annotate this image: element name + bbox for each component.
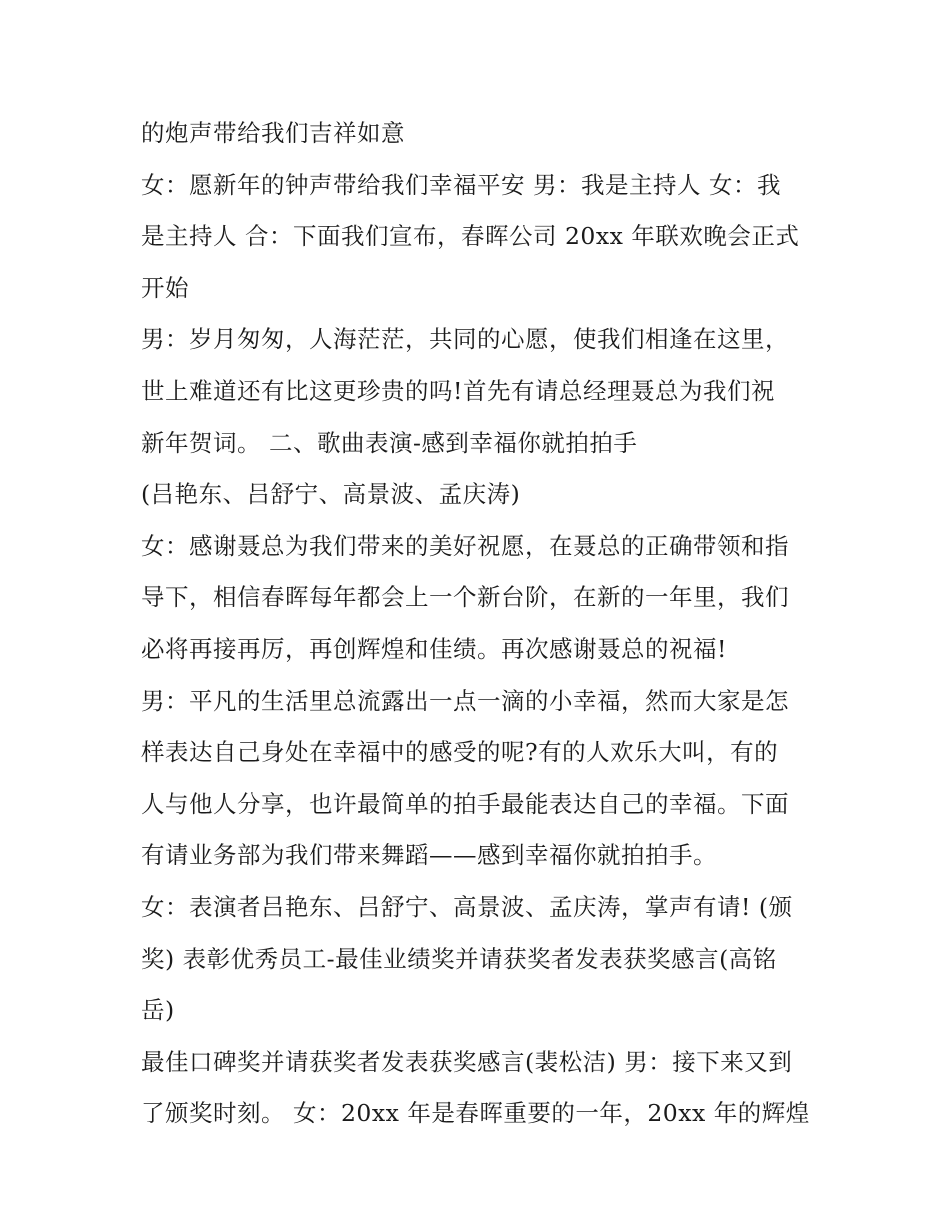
text-line: 了颁奖时刻。 女：20xx 年是春晖重要的一年，20xx 年的辉煌	[141, 1099, 810, 1128]
text-line: 男：岁月匆匆，人海茫茫，共同的心愿，使我们相逢在这里，	[141, 325, 789, 354]
text-line: 最佳口碑奖并请获奖者发表获奖感言(裴松洁) 男：接下来又到	[141, 1047, 793, 1076]
document-body	[141, 108, 821, 1140]
text-line: 开始	[141, 273, 189, 302]
text-line: 岳)	[141, 996, 175, 1025]
text-line: 的炮声带给我们吉祥如意	[141, 119, 405, 147]
text-line: 世上难道还有比这更珍贵的吗!首先有请总经理聂总为我们祝	[141, 376, 775, 405]
text-line: 是主持人 合：下面我们宣布，春晖公司 20xx 年联欢晚会正式	[141, 222, 800, 251]
text-line: 男：平凡的生活里总流露出一点一滴的小幸福，然而大家是怎	[141, 686, 789, 715]
text-line: 必将再接再厉，再创辉煌和佳绩。再次感谢聂总的祝福!	[141, 634, 727, 663]
text-line: 奖) 表彰优秀员工-最佳业绩奖并请获奖者发表获奖感言(高铭	[141, 944, 777, 973]
text-line: 新年贺词。 二、歌曲表演-感到幸福你就拍拍手	[141, 428, 638, 457]
text-line: 女：感谢聂总为我们带来的美好祝愿，在聂总的正确带领和指	[141, 531, 789, 560]
text-line: 导下，相信春晖每年都会上一个新台阶，在新的一年里，我们	[141, 583, 789, 612]
text-line: 样表达自己身处在幸福中的感受的呢?有的人欢乐大叫，有的	[141, 738, 779, 767]
text-line: 人与他人分享，也许最简单的拍手最能表达自己的幸福。下面	[141, 789, 789, 818]
text-line: (吕艳东、吕舒宁、高景波、孟庆涛)	[141, 480, 521, 509]
text-line: 女：表演者吕艳东、吕舒宁、高景波、孟庆涛，掌声有请! (颁	[141, 892, 793, 921]
text-line: 有请业务部为我们带来舞蹈——感到幸福你就拍拍手。	[141, 841, 717, 870]
text-line: 女：愿新年的钟声带给我们幸福平安 男：我是主持人 女：我	[141, 170, 781, 199]
